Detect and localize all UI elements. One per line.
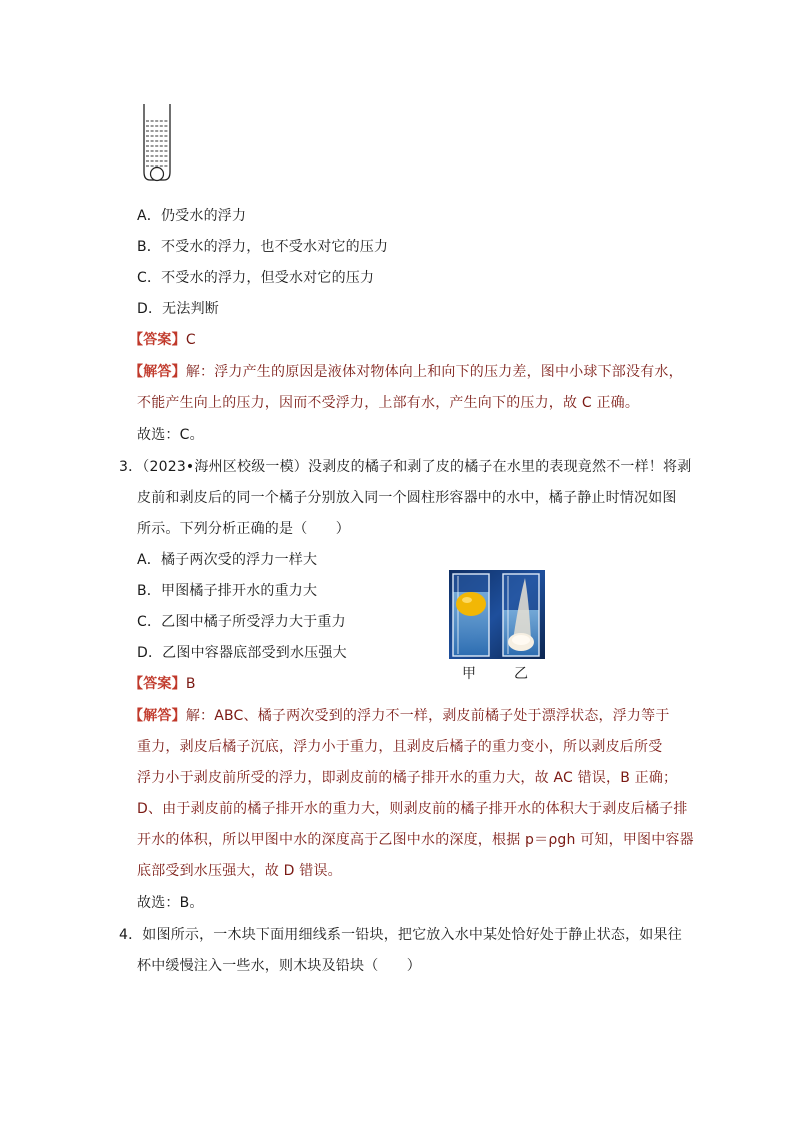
q2-conclusion: 故选：C。 [137,427,204,443]
q3-analysis-line-4: D、由于剥皮前的橘子排开水的重力大，则剥皮前的橘子排开水的体积大于剥皮后橘子排 [137,801,688,817]
analysis-label: 【解答】 [129,708,186,724]
answer-value: C [185,332,196,348]
q3-analysis-line-3: 浮力小于剥皮前所受的浮力，即剥皮前的橘子排开水的重力大，故 AC 错误，B 正确； [137,770,678,786]
answer-label: 【答案】 [129,332,186,348]
answer-value: B [185,676,196,692]
q3-analysis-line-2: 重力，剥皮后橘子沉底，浮力小于重力，且剥皮后橘子的重力变小，所以剥皮后所受 [137,739,663,755]
tube-figure [138,102,178,192]
q4-stem-line-1: 4．如图所示，一木块下面用细线系一铅块，把它放入水中某处恰好处于静止状态，如果往 [119,927,682,943]
q3-stem-line-2: 皮前和剥皮后的同一个橘子分别放入同一个圆柱形容器中的水中，橘子静止时情况如图 [137,490,677,506]
q2-analysis-line-1 [129,362,683,382]
q3-analysis-line-6: 底部受到水压强大，故 D 错误。 [137,863,342,879]
ball-shape [151,168,164,181]
q3-option-b: B．甲图橘子排开水的重力大 [137,583,318,599]
analysis-text: 解：浮力产生的原因是液体对物体向上和向下的压力差，图中小球下部没有水， [185,364,683,380]
orange-glasses-photo [449,570,545,659]
answer-label: 【答案】 [129,676,186,692]
q2-option-b: B．不受水的浮力，也不受水对它的压力 [137,239,389,255]
figure-label-yi: 乙 [514,666,529,682]
unpeeled-orange-shape [456,592,486,616]
q3-answer [129,674,196,694]
q3-stem-line-3: 所示。下列分析正确的是（ ） [137,521,350,537]
q3-analysis-line-5: 开水的体积，所以甲图中水的深度高于乙图中水的深度，根据 p＝ρgh 可知，甲图中容器 [137,832,694,848]
q3-stem-line-1: 3．（2023•海州区校级一模）没剥皮的橘子和剥了皮的橘子在水里的表现竟然不一样！将剥 [119,459,692,475]
q2-analysis-line-2: 不能产生向上的压力，因而不受浮力，上部有水，产生向下的压力，故 C 正确。 [137,395,640,411]
q2-option-c: C．不受水的浮力，但受水对它的压力 [137,270,375,286]
figure-label-jia: 甲 [462,666,477,682]
q3-conclusion: 故选：B。 [137,895,204,911]
q3-option-c: C．乙图中橘子所受浮力大于重力 [137,614,346,630]
q2-option-d: D．无法判断 [137,301,219,317]
analysis-label: 【解答】 [129,364,186,380]
q3-option-a: A．橘子两次受的浮力一样大 [137,552,318,568]
q2-option-a: A．仍受水的浮力 [137,208,247,224]
q3-analysis-line-1 [129,706,670,726]
q3-option-d: D．乙图中容器底部受到水压强大 [137,645,347,661]
analysis-text: 解：ABC、橘子两次受到的浮力不一样，剥皮前橘子处于漂浮状态，浮力等于 [185,708,670,724]
q4-stem-line-2: 杯中缓慢注入一些水，则木块及铅块（ ） [137,958,421,974]
q2-answer [129,330,196,350]
